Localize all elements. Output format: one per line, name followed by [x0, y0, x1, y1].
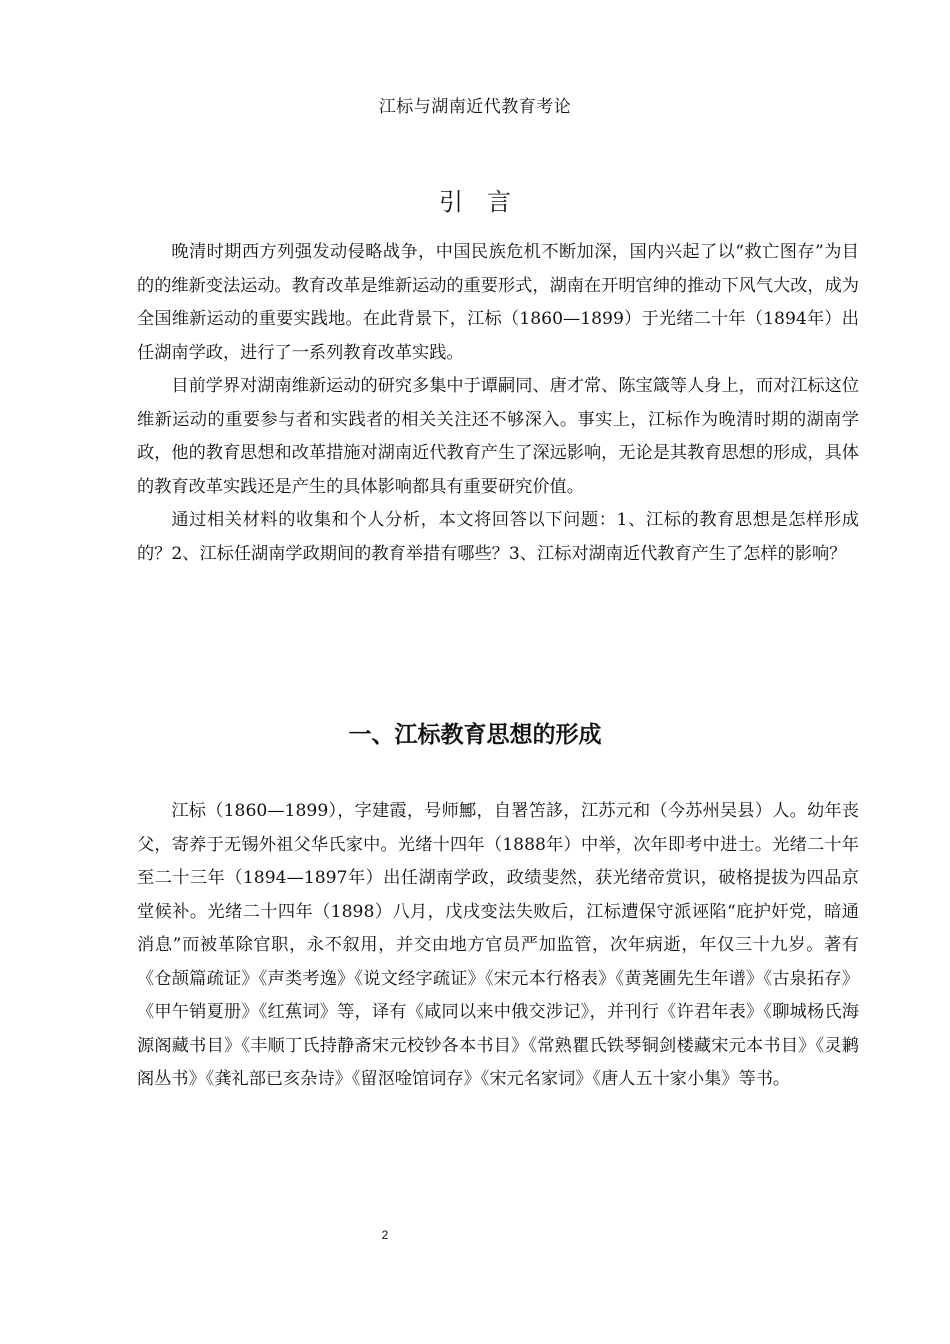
running-header: 江标与湖南近代教育考论 [378, 97, 572, 117]
intro-title: 引言 [439, 188, 535, 216]
intro-paragraph-2: 目前学界对湖南维新运动的研究多集中于谭嗣同、唐才常、陈宝箴等人身上，而对江标这位维新运动的重要参与者和实践者的相关关注还不够深入。事实上，江标作为晚清时期的湖南学政，他的教育思想和改革措施对湖南近代教育产生了深远影响，无论是其教育思想的形成，具体的教育改革实践还是产生的具体影响都具有重要研究价值。 [137, 376, 859, 497]
section-1-heading: 一、江标教育思想的形成 [348, 722, 602, 748]
section-1-paragraph-1: 江标（1860—1899），字建霞，号师鄦，自署笘誃，江苏元和（今苏州吴县）人。幼年丧父，寄养于无锡外祖父华氏家中。光绪十四年（1888年）中举，次年即考中进士。光绪二十年至二十三年（1894—1897年）出任湖南学政，政绩斐然，获光绪帝赏识，破格提拔为四品京堂候补。光绪二十四年（1898）八月，戊戌变法失败后，江标遭保守派诬陷“庇护奸党，暗通消息”而被革除官职，永不叙用，并交由地方官员严加监管，次年病逝，年仅三十九岁。著有《仓颉篇疏证》《声类考逸》《说文经字疏证》《宋元本行格表》《黄荛圃先生年谱》《古泉拓存》《甲午销夏册》《红蕉词》等，译有《咸同以来中俄交涉记》，并刊行《许君年表》《聊城杨氏海源阁藏书目》《丰顺丁氏持静斋宋元校钞各本书目》《常熟瞿氏铁琴铜剑楼藏宋元本书目》《灵鹣阁丛书》《龚礼部已亥杂诗》《留沤唫馆词存》《宋元名家词》《唐人五十家小集》等书。 [137, 801, 859, 1089]
section-1-body [137, 795, 859, 1097]
intro-paragraph-3: 通过相关材料的收集和个人分析，本文将回答以下问题：1、江标的教育思想是怎样形成的？2、江标任湖南学政期间的教育举措有哪些？3、江标对湖南近代教育产生了怎样的影响？ [137, 510, 859, 564]
intro-body [137, 236, 859, 571]
intro-paragraph-1: 晚清时期西方列强发动侵略战争，中国民族危机不断加深，国内兴起了以“救亡图存”为目的的维新变法运动。教育改革是维新运动的重要形式，湖南在开明官绅的推动下风气大改，成为全国维新运动的重要实践地。在此背景下，江标（1860—1899）于光绪二十年（1894年）出任湖南学政，进行了一系列教育改革实践。 [137, 242, 859, 363]
page-number: 2 [381, 1228, 389, 1242]
